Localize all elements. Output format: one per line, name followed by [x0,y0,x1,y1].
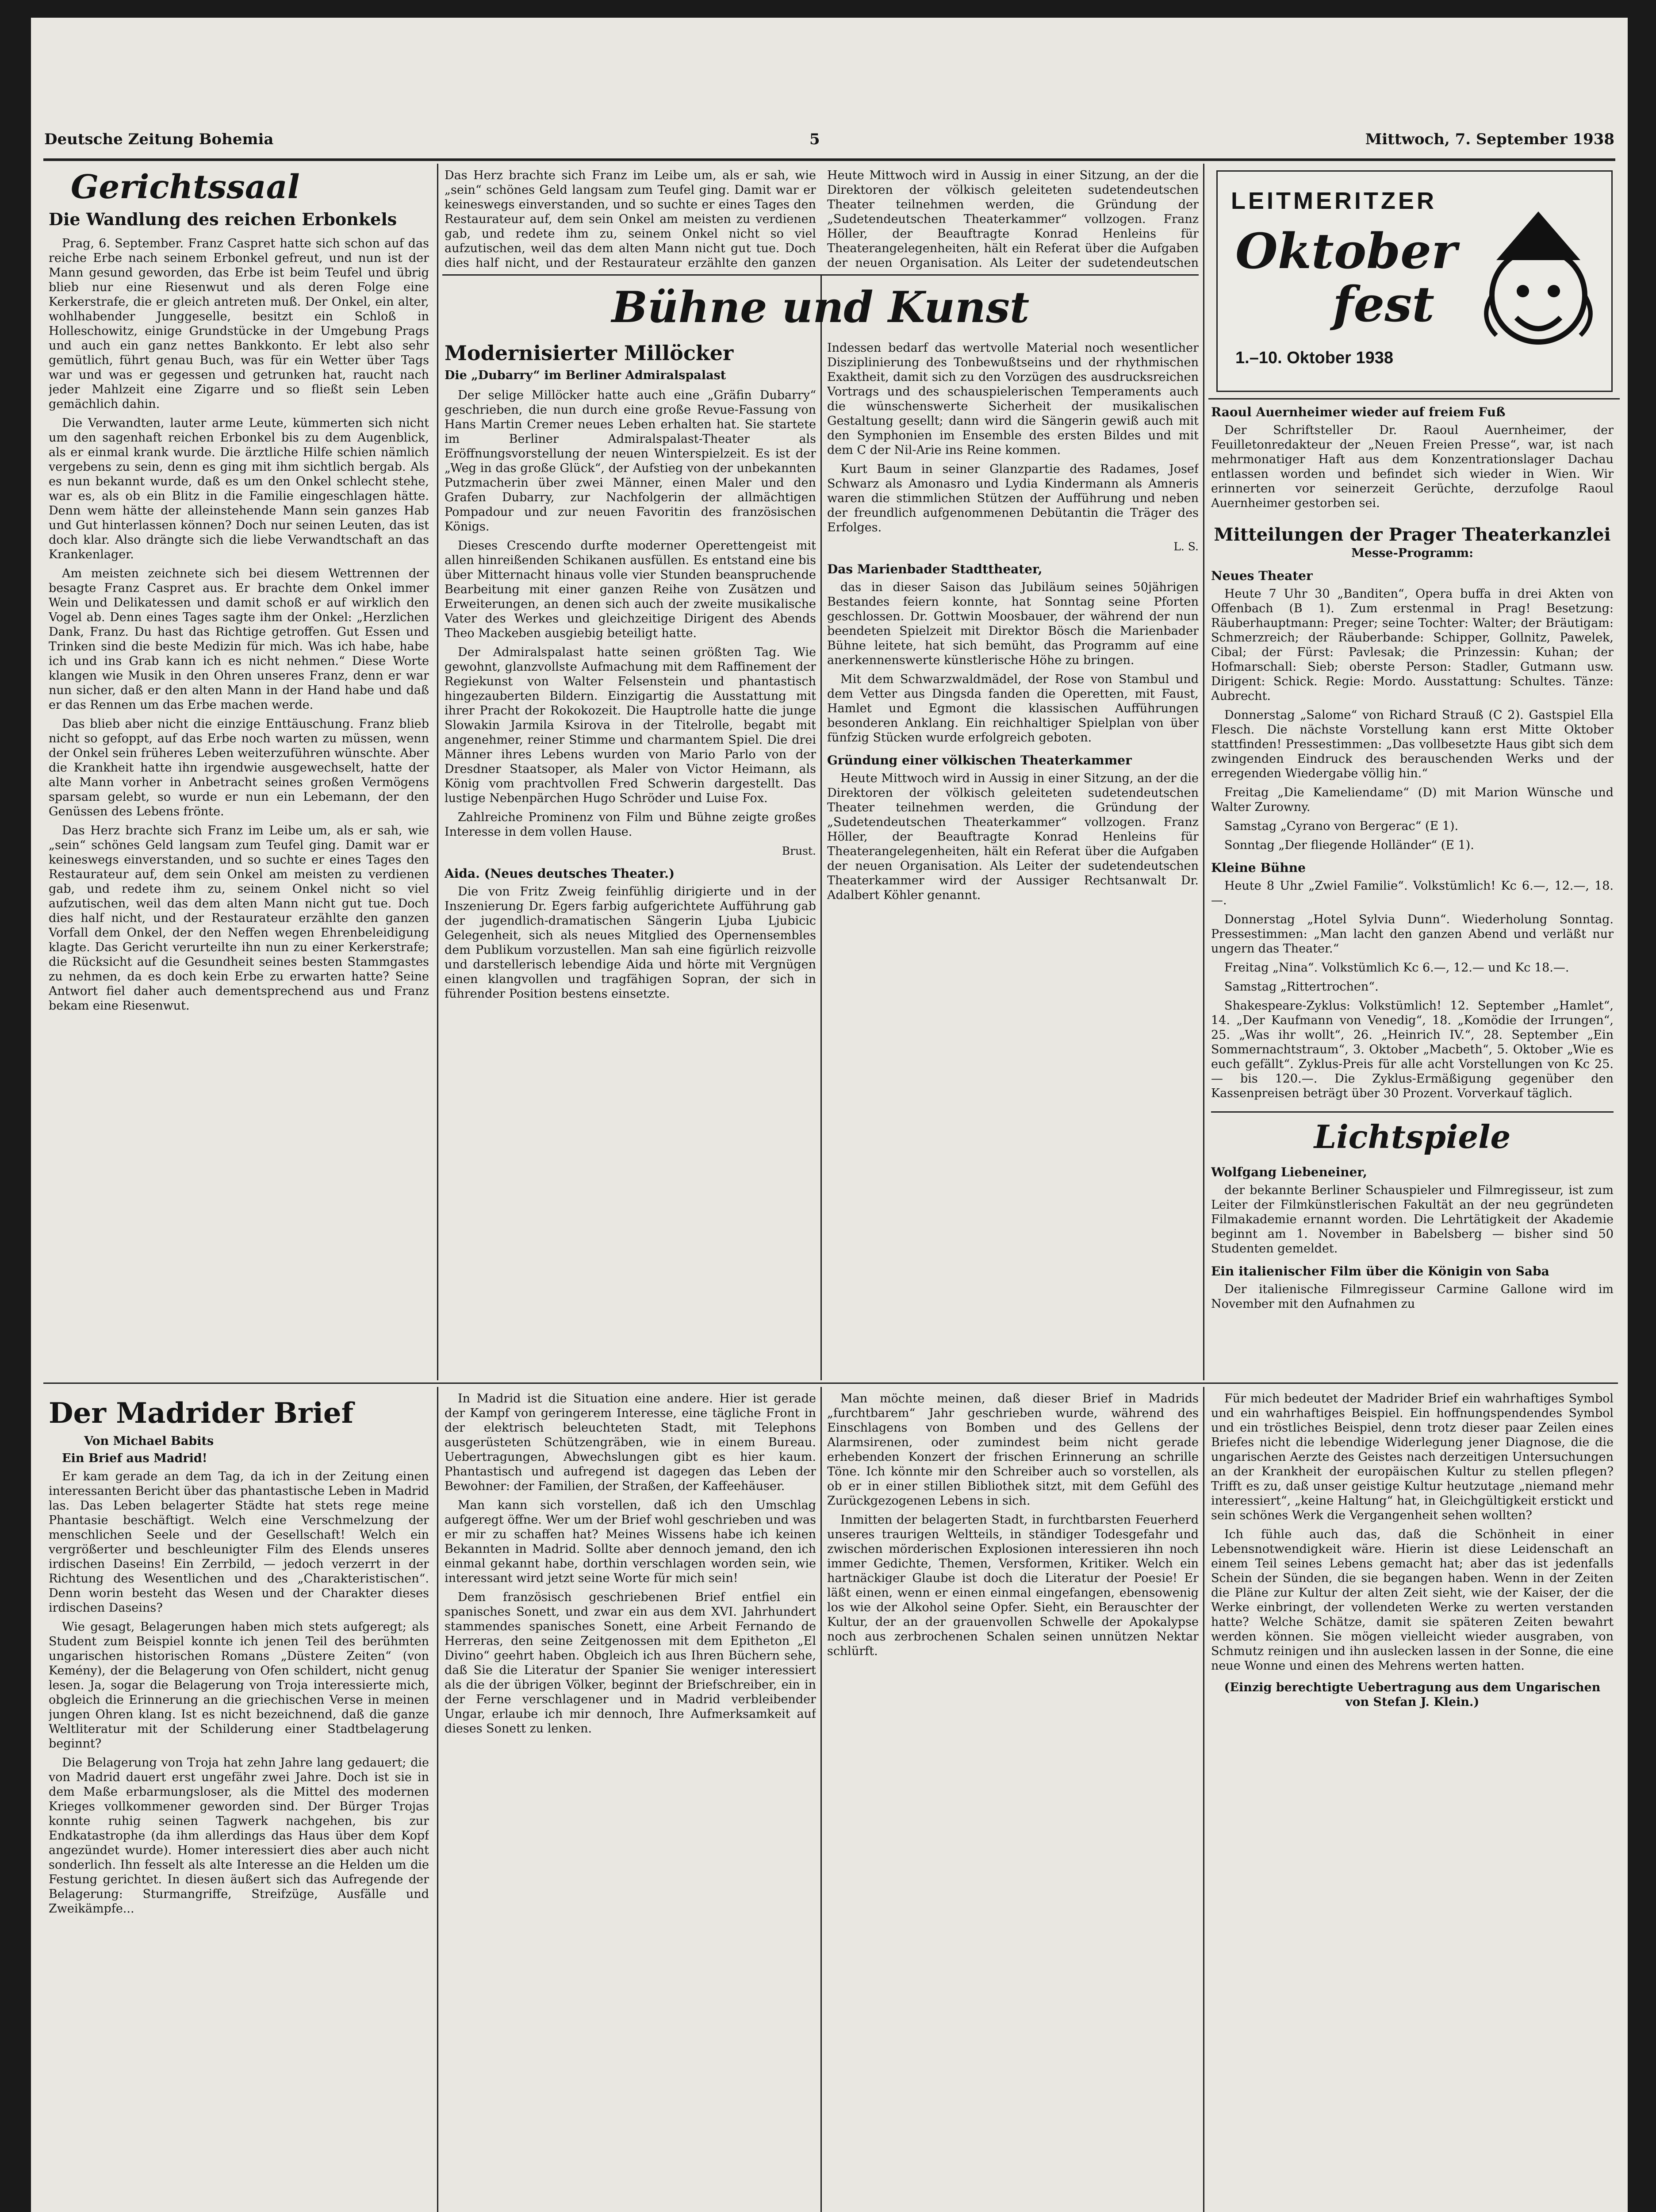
column-rule [820,1387,822,2212]
madrid-paragraph: Die Belagerung von Troja hat zehn Jahre lang gedauert; die von Madrid dauert erst ungefähr zwei Jahre. Doch ist sie in dem Maße erbarmungsloser, als die Mittel des modernen Krieges vollkommener geworden sind. Der Bürger Trojas konnte ruhig seinen Tagwerk nachgehen, bis zur Endkatastrophe (da ihm allerdings das Haus über dem Kopf angezündet wurde). Homer interessiert dies aber auch nicht sonderlich. Ihn fesselt als alte Interesse an die Helden um die Festung gerichtet. In diesen äußert sich das Aufregende der Belagerung: Sturmangriffe, Streifzüge, Ausfälle und Zweikämpfe... [49,1756,429,1916]
kleine-item: Samstag „Rittertrochen“. [1224,980,1379,994]
madrid-headline: Der Madrider Brief [49,1397,354,1430]
translation-credit: (Einzig berechtigte Uebertragung aus dem Ungarischen von Stefan J. Klein.) [1224,1681,1601,1709]
court-headline: Die Wandlung des reichen Erbonkels [49,209,397,229]
section-rule [1208,398,1620,399]
court-paragraph: Das blieb aber nicht die einzige Enttäuschung. Franz blieb nicht so gefoppt, auf das Erbe noch warten zu müssen, wenn der Onkel sein früheres Leben weiterzuführen wünschte. Aber die Krankheit hatte ihn irgendwie ausgewechselt, hatte der alte Mann vorher in Anbetracht seines großen Vermögens sparsam gelebt, so wurde er nun ein Lebemann, der den Genüssen des Lebens frönte. [49,717,429,818]
film-headline: Wolfgang Liebeneiner, [1211,1165,1367,1179]
kleine-item: Freitag „Nina“. Volkstümlich Kc 6.—, 12.— und Kc 18.—. [1224,961,1569,975]
newspaper-page [31,18,1628,2212]
section-title-film: Lichtspiele [1211,1111,1614,1157]
theater-continuation-text: Heute Mittwoch wird in Aussig in einer Sitzung, an der die Direktoren der völkisch geleiteten sudetendeutschen Theater teilnehmen werden, die Gründung der „Sudetendeutschen Theaterkammer“ vollzogen. Franz Höller, der Beauftragte Konrad Henleins für Theaterangelegenheiten, hält ein Referat über die Aufgaben der neuen Organisation. Als Leiter der sudetendeutschen [827,169,1199,270]
marienbad-headline: Das Marienbader Stadttheater, [827,562,1043,576]
column-rule [1203,164,1204,1380]
column-rule [820,274,822,1380]
madrid-paragraph: Wie gesagt, Belagerungen haben mich stets aufgeregt; als Student zum Beispiel konnte ich jenen Teil des berühmten ungarischen historischen Romans „Düstere Zeiten“ (von Kemény), der die Belagerung von Ofen schildert, nicht genug lesen. Ja, sogar die Belagerung von Troja interessierte mich, obgleich die Erinnerung an die griechischen Verse in meinen jungen Ohren klang. Ist es nicht bezeichnend, daß die ganze Weltliteratur mit der Schilderung einer Stadtbelagerung beginnt? [49,1620,429,1751]
theaterkammer-paragraph: Heute Mittwoch wird in Aussig in einer Sitzung, an der die Direktoren der völkisch geleiteten sudetendeutschen Theater teilnehmen werden, die Gründung der „Sudetendeutschen Theaterkammer“ vollzogen. Franz Höller, der Beauftragte Konrad Henleins für Theaterangelegenheiten, hält ein Referat über die Aufgaben der neuen Organisation. Als Leiter der sudetendeutschen Theaterkammer wird der Aussiger Rechtsanwalt Dr. Adalbert Köhler genannt. [827,772,1199,902]
festival-figure-icon [1479,203,1598,371]
kleine-buehne-label: Kleine Bühne [1211,860,1306,875]
section-title-court: Gerichtssaal [71,168,300,206]
program-item: Donnerstag „Salome“ von Richard Strauß (C 2). Gastspiel Ella Flesch. Die nächste Vorstellung kann erst Mitte Oktober stattfinden! Pressestimmen: „Das vollbesetzte Haus gibt sich dem zwingenden Eindruck des berauschenden Werks und der erregenden Wiedergabe völlig hin.“ [1211,708,1614,780]
program-item: Samstag „Cyrano von Bergerac“ (E 1). [1224,819,1459,833]
court-column [49,168,429,1376]
issue-date: Mittwoch, 7. September 1938 [1365,131,1614,148]
theaterkammer-headline: Gründung einer völkischen Theaterkammer [827,753,1132,768]
column-rule [1203,1387,1204,2212]
aida-signature: L. S. [1173,540,1199,553]
program-item: Sonntag „Der fliegende Holländer“ (E 1). [1224,838,1474,852]
millocker-paragraph: Zahlreiche Prominenz von Film und Bühne zeigte großes Interesse in dem vollen Hause. [445,810,816,839]
neues-theater-label: Neues Theater [1211,568,1313,583]
madrid-subtitle: Ein Brief aus Madrid! [62,1452,207,1465]
film-text: der bekannte Berliner Schauspieler und Filmregisseur, ist zum Leiter der Filmkünstlerischen Fakultät an der neu gegründeten Filmakademie ernannt worden. Die Lehrtätigkeit der Akademie beginnt am 1. November in Babelsberg — bisher sind 50 Studenten gemeldet. [1211,1183,1614,1256]
kleine-item: Heute 8 Uhr „Zwiel Familie“. Volkstümlich! Kc 6.—, 12.—, 18.—. [1211,879,1614,907]
madrid-paragraph: Für mich bedeutet der Madrider Brief ein wahrhaftiges Symbol und ein wahrhaftiges Beispiel. Ein hoffnungspendendes Symbol und ein tröstliches Beispiel, denn trotz dieser paar Zeilen eines Briefes nicht die lebendige Widerlegung jener Diagnose, die die ungarischen Aerzte des Geistes nach derzeitigen Untersuchungen an der Krankheit der europäischen Kultur zu stellen pflegen? Trifft es zu, daß unser geistige Kultur heutzutage „niemand mehr interessiert“, „keine Haltung“ hat, in Gleichgültigkeit erstickt und sein schönes Werk die Vergangenheit sehen wollten? [1211,1392,1614,1522]
madrid-paragraph: Man kann sich vorstellen, daß ich den Umschlag aufgeregt öffne. Wer um der Brief wohl geschrieben und was er mir zu schaffen hat? Meines Wissens habe ich keinen Bekannten in Madrid. Sollte aber dennoch jemand, den ich einmal gekannt habe, dorthin verschlagen worden sein, wie interessant wird jetzt seine Worte für mich sein! [445,1498,816,1585]
auernheimer-text: Der Schriftsteller Dr. Raoul Auernheimer, der Feuilletonredakteur der „Neuen Freien Presse“, war, ist nach mehrmonatiger Haft aus dem Konzentrationslager Dachau entlassen worden und befindet sich wieder in Wien. Wir erinnerten vor seinerzeit Gerüchte, derzufolge Raoul Auernheimer gestorben sei. [1211,423,1614,510]
millocker-paragraph: Dieses Crescendo durfte moderner Operettengeist mit allen hinreißenden Schikanen ausfüllen. Es entstand eine bis über Mitternacht hinaus volle vier Stunden beanspruchende Bearbeitung mit einer ganzen Reihe von Zusätzen und Erweiterungen, an denen sich auch der zweite musikalische Vater des Werkes und gleichzeitige Dirigent des Abends Theo Mackeben ausgiebig beteiligt hatte. [445,539,816,640]
film-text: Der italienische Filmregisseur Carmine Gallone wird im November mit den Aufnahmen zu [1211,1283,1614,1311]
marienbad-paragraph: das in dieser Saison das Jubiläum seines 50jährigen Bestandes feiern konnte, hat Sonntag seine Pforten geschlossen. Dr. Gottwin Moosbauer, der während der nun beendeten Spielzeit mit Direktor Bösch die Marienbader Bühne leitete, hat sich bemüht, das Programm auf eine anerkennenswerte künstlerische Höhe zu bringen. [827,580,1199,667]
column-rule [437,1387,438,2212]
section-title-theater: Bühne und Kunst [611,282,1030,332]
program-subtitle: Messe-Programm: [1351,546,1474,560]
auernheimer-headline: Raoul Auernheimer wieder auf freiem Fuß [1211,405,1506,419]
millocker-paragraph: Der selige Millöcker hatte auch eine „Gräfin Dubarry“ geschrieben, die nun durch eine große Revue-Fassung von Hans Martin Cremer neues Leben erhalten hat. Sie startete im Berliner Admiralspalast-Theater als Eröffnungsvorstellung der neuen Winterspielzeit. Es ist der „Weg in das große Glück“, der Aufstieg von der unbekannten Putzmacherin über zwei Männer, einen Maler und den Grafen Dubarry, zur Nachfolgerin der allmächtigen Pompadour und zur neuen Favoritin des französischen Königs. [445,388,816,534]
madrid-paragraph: Man möchte meinen, daß dieser Brief in Madrids „furchtbarem“ Jahr geschrieben wurde, während des Einschlagens von Bomben und des Gellens der Alarmsirenen, oder zumindest beim nicht gerade erhebenden Konzert der frischen Erinnerung an schrille Töne. Ich könnte mir den Schreiber auch so vorstellen, als ob er in einer stillen Bibliothek sitzt, mit dem Gefühl des Zurückgezogenen Lebens in sich. [827,1392,1199,1508]
program-item: Heute 7 Uhr 30 „Banditen“, Opera buffa in drei Akten von Offenbach (B 1). Zum erstenmal in Prag! Besetzung: Räuberhauptmann: Preger; seine Tochter: Walter; der Bräutigam: Schmerzreich; der Räuberbande: Schipper, Gollnitz, Pawelek, Cibal; der Fürst: Pavlesak; die Prinzessin: Kuhan; der Hofmarschall: Sieb; oberste Person: Stadler, Gutmann usw. Dirigent: Schick. Regie: Mordo. Ausstattung: Schultes. Tänze: Aubrecht. [1211,587,1614,703]
program-item: Freitag „Die Kameliendame“ (D) mit Marion Wünsche und Walter Zurowny. [1211,786,1614,814]
court-continuation-text: Das Herz brachte sich Franz im Leibe um, als er sah, wie „sein“ schönes Geld langsam zum Teufel ging. Damit war er keineswegs einverstanden, und so suchte er eines Tages den Restaurateur auf, dem sein Onkel am meisten zu verdienen gab, und redete ihm zu, seinem Onkel nicht so viel aufzutischen, weil das dem alten Mann nicht gut tue. Doch dies half nicht, und der Restaurateur erzählte den ganzen [445,169,816,270]
aida-headline: Aida. (Neues deutsches Theater.) [445,866,675,881]
page-number: 5 [809,131,820,148]
marienbad-paragraph: Mit dem Schwarzwaldmädel, der Rose von Stambul und dem Vetter aus Dingsda fanden die Operetten, mit Faust, Hamlet und Egmont die klassischen Aufführungen besonderen Anklang. Ein reichhaltiger Spielplan von über fünfzig Stücken wurde erfolgreich geboten. [827,672,1199,745]
aida-paragraph: Die von Fritz Zweig feinfühlig dirigierte und in der Inszenierung Dr. Egers farbig aufgerichtete Aufführung gab der jugendlich-dramatischen Sängerin Ljuba Ljubicic Gelegenheit, sich als neues Mitglied des Opernensembles dem Publikum vorzustellen. Man sah eine figürlich reizvolle und darstellerisch lebendige Aida und hörte mit Vergnügen einen klangvollen und tragfähigen Sopran, der sich in führender Position bestens einsetzte. [445,885,816,1001]
theater-column-right [827,341,1199,1378]
madrid-paragraph: Dem französisch geschriebenen Brief entfiel ein spanisches Sonett, und zwar ein aus dem XVI. Jahrhundert stammendes spanisches Sonett, eine Arbeit Fernando de Herreras, den seine Zeitgenossen mit dem Epitheton „El Divino“ geehrt haben. Obgleich ich aus Ihren Büchern sehe, daß Sie die Literatur der Spanier Sie weniger interessiert als die der übrigen Völker, beginnt der Briefschreiber, ein in der Ferne verschlagener und in Madrid verbleibender Ungar, erlaube ich mir dennoch, Ihre Aufmerksamkeit auf dieses Sonett zu lenken. [445,1590,816,1736]
kleine-item: Shakespeare-Zyklus: Volkstümlich! 12. September „Hamlet“, 14. „Der Kaufmann von Venedig“, 18. „Komödie der Irrungen“, 25. „Was ihr wollt“, 26. „Heinrich IV.“, 28. September „Ein Sommernachtstraum“, 3. Oktober „Macbeth“, 5. Oktober „Wie es euch gefällt“. Zyklus-Preis für alle acht Vorstellungen von Kc 25.— bis 120.—. Die Zyklus-Ermäßigung gegenüber den Kassenpreisen beträgt über 30 Prozent. Vorverkauf täglich. [1211,999,1614,1100]
millocker-paragraph: Der Admiralspalast hatte seinen größten Tag. Wie gewohnt, glanzvollste Aufmachung mit dem Raffinement der Regiekunst von Walter Felsenstein und phantastisch hingezauberten Bildern. Einzigartig die Ausstattung mit ihrer Pracht der Rokokozeit. Die Hauptrolle hatte die junge Slowakin Jarmila Ksirova in der Titelrolle, begabt mit angenehmer, reiner Stimme und charmantem Spiel. Die drei Männer ihres Lebens wurden von Mario Parlo von der Dresdner Staatsoper, als Maler von Victor Heimann, als König vom prachtvollen Fred Schwerin dargestellt. Das lustige Nebenpärchen Hugo Schröder und Luise Fox. [445,645,816,805]
aida-continuation: Kurt Baum in seiner Glanzpartie des Radames, Josef Schwarz als Amonasro und Lydia Kindermann als Amneris waren die stimmlichen Stützen der Aufführung und neben der freundlich aufgenommenen Debütantin die Träger des Erfolges. [827,462,1199,534]
notices-column [1211,405,1614,1378]
aida-continuation: Indessen bedarf das wertvolle Material noch wesentlicher Disziplinierung des Tonbewußtseins und der rhythmischen Exaktheit, damit sich zu den Vorzügen des ausdrucksreichen Vortrags und des schauspielerischen Temperaments auch die wünschenswerte Sicherheit der musikalischen Gestaltung gesellt; dann wird die Sängerin gewiß auch mit den Symphonien im Ensemble des ersten Bildes und mit dem C der Nil-Arie ins Reine kommen. [827,341,1199,457]
kleine-item: Donnerstag „Hotel Sylvia Dunn“. Wiederholung Sonntag. Pressestimmen: „Man lacht den ganzen Abend und verläßt nur ungern das Theater.“ [1211,913,1614,956]
madrid-paragraph: In Madrid ist die Situation eine andere. Hier ist gerade der Kampf von geringerem Interesse, eine tägliche Front in der elektrisch beleuchteten Stadt, mit Telephons ausgerüsteten Schützengräben, wie in einem Bureau. Uebertragungen, Abwechslungen gibt es hier kaum. Phantastisch und aufregend ist dagegen das Leben der Bewohner: der Familien, der Straßen, der Kaffeehäuser. [445,1392,816,1493]
madrid-paragraph: Er kam gerade an dem Tag, da ich in der Zeitung einen interessanten Bericht über das phantastische Leben in Madrid las. Das Leben belagerter Städte hat stets rege meine Phantasie beschäftigt. Welch eine Verschmelzung der menschlichen Seele und der Gesellschaft! Welch ein vergrößerter und beschleunigter Film des Elends unseres irdischen Daseins! Ein Zerrbild, — jedoch verzerrt in der Richtung des Wesentlichen und des „Charakteristischen“. Denn worin besteht das Wesen und der Charakter dieses irdischen Daseins? [49,1470,429,1615]
ad-word-fest: fest [1333,276,1435,333]
madrid-column-2 [445,1391,816,2212]
madrid-column-3 [827,1391,1199,2212]
court-paragraph: Das Herz brachte sich Franz im Leibe um, als er sah, wie „sein“ schönes Geld langsam zum Teufel ging. Damit war er keineswegs einverstanden, und so suchte er eines Tages den Restaurateur auf, dem sein Onkel am meisten zu verdienen gab, und redete ihm zu, seinem Onkel nicht so viel aufzutischen, weil das dem alten Mann nicht gut tue. Doch dies half nicht, und der Restaurateur erzählte den ganzen Vorfall dem Onkel, der den Neffen wegen Ehrenbeleidigung klagte. Das Gericht verurteilte ihn nun zu einer Kerkerstrafe; die Rücksicht auf die Gesundheit seines besten Stammgastes zu nehmen, da es doch kein Erbe zu erwarten hatte? Seine Antwort fiel daher auch dementsprechend aus und Franz bekam eine Riesenwut. [49,824,429,1013]
ad-word-oktober: Oktober [1235,223,1457,280]
madrid-paragraph: Inmitten der belagerten Stadt, in furchtbarsten Feuerherd unseres traurigen Weltteils, in ständiger Todesgefahr und zwischen mörderischen Explosionen interessieren ihn noch immer Gedichte, Themen, Versformen, Kritiker. Welch ein hartnäckiger Glaube ist doch die Literatur der Poesie! Er läßt einen, wenn er einen einmal eingefangen, ebensowenig los wie der Alkohol seine Opfer. Sieht, ein Berauschter der Kultur, der an der grauenvollen Schwelle der Apokalypse noch aus zerbrochenen Schalen seinen unnützen Nektar schlürft. [827,1513,1199,1658]
millocker-headline: Modernisierter Millöcker [445,341,734,365]
madrid-column-4 [1211,1391,1614,2212]
madrid-author: Von Michael Babits [84,1434,214,1448]
film-headline: Ein italienischer Film über die Königin von Saba [1211,1264,1549,1279]
court-continuation [445,168,816,270]
theater-column-left [445,341,816,1378]
ad-dates: 1.–10. Oktober 1938 [1235,349,1393,367]
madrid-column-1 [49,1391,429,2212]
court-paragraph: Die Verwandten, lauter arme Leute, kümmerten sich nicht um den sagenhaft reichen Erbonkel bis zu dem Augenblick, als er einmal krank wurde. Die ärztliche Hilfe schien nämlich vergebens zu sein, denn es ging mit ihm sichtlich bergab. Als es nun bekannt wurde, daß es um den Onkel schlecht stehe, war es, als ob ein Blitz in die Familie eingeschlagen hätte. Denn wem hätte der alleinstehende Mann sein ganzes Hab und Gut hinterlassen können? Doch nur seinen Leuten, das ist doch klar. Also drängte sich die liebe Verwandtschaft an das Krankenlager. [49,416,429,561]
paper-name: Deutsche Zeitung Bohemia [44,131,274,148]
header-rule [43,158,1615,161]
court-paragraph: Prag, 6. September. Franz Caspret hatte sich schon auf das reiche Erbe nach seinem Erbonkel gefreut, und nun ist der Mann gesund geworden, das Erbe ist beim Teufel und übrig blieb nur eine Riesenwut und als deren Folge eine Kerkerstrafe, die er gleich antreten muß. Der Onkel, ein alter, wohlhabender Junggeselle, besitzt ein Schloß in Holleschowitz, einige Grundstücke in der Umgebung Prags und auch ein ganz nettes Bankkonto. Er lebt also sehr gemütlich, führt genau Buch, was für ein Wetter über Tags war und was er gegessen und getrunken hat, raucht nach jeder Mahlzeit eine Zigarre und so fließt sein Leben gemächlich dahin. [49,237,429,411]
madrid-paragraph: Ich fühle auch das, daß die Schönheit in einer Lebensnotwendigkeit wäre. Hierin ist diese Leidenschaft an einem Teil seines Lebens gemacht hat; aber das ist jedenfalls Schein der Sünden, die sie begangen haben. Wenn in der Zeiten die Pläne zur Kultur der alten Zeit sieht, wie der Kaiser, der die Werke einbringt, der vollendeten Werke zu werten verstanden hatte? Welche Schätze, damit sie späteren Zeiten bewahrt werden können. Sie mögen vielleicht wieder ausgraben, von Schmutz reinigen und ihn auslecken lassen in der Sonne, die eine neue Wonne und einen des Mehrens werten hatten. [1211,1528,1614,1673]
program-title: Mitteilungen der Prager Theaterkanzlei [1214,524,1611,545]
ad-town: LEITMERITZER [1231,188,1437,214]
millocker-signature: Brust. [782,845,816,857]
column-rule [437,164,438,1380]
section-rule [43,1382,1618,1384]
theater-continuation-top [827,168,1199,270]
oktoberfest-ad [1216,170,1613,392]
court-paragraph: Am meisten zeichnete sich bei diesem Wettrennen der besagte Franz Caspret aus. Er brachte dem Onkel immer Wein und Delikatessen und damit schoß er auf wirklich den Vogel ab. Denn eines Tages sagte ihm der Onkel: „Herzlichen Dank, Franz. Du hast das Richtige getroffen. Gut Essen und Trinken sind die beste Medizin für mich. Was ich habe, habe ich und ins Grab kann ich es nicht nehmen.“ Diese Worte klangen wie Musik in den Ohren unseres Franz, denn er war nun sicher, daß er den alten Mann in der Hand habe und daß er das Rennen um das Erbe machen werde. [49,567,429,712]
millocker-subtitle: Die „Dubarry“ im Berliner Admiralspalast [445,369,726,382]
